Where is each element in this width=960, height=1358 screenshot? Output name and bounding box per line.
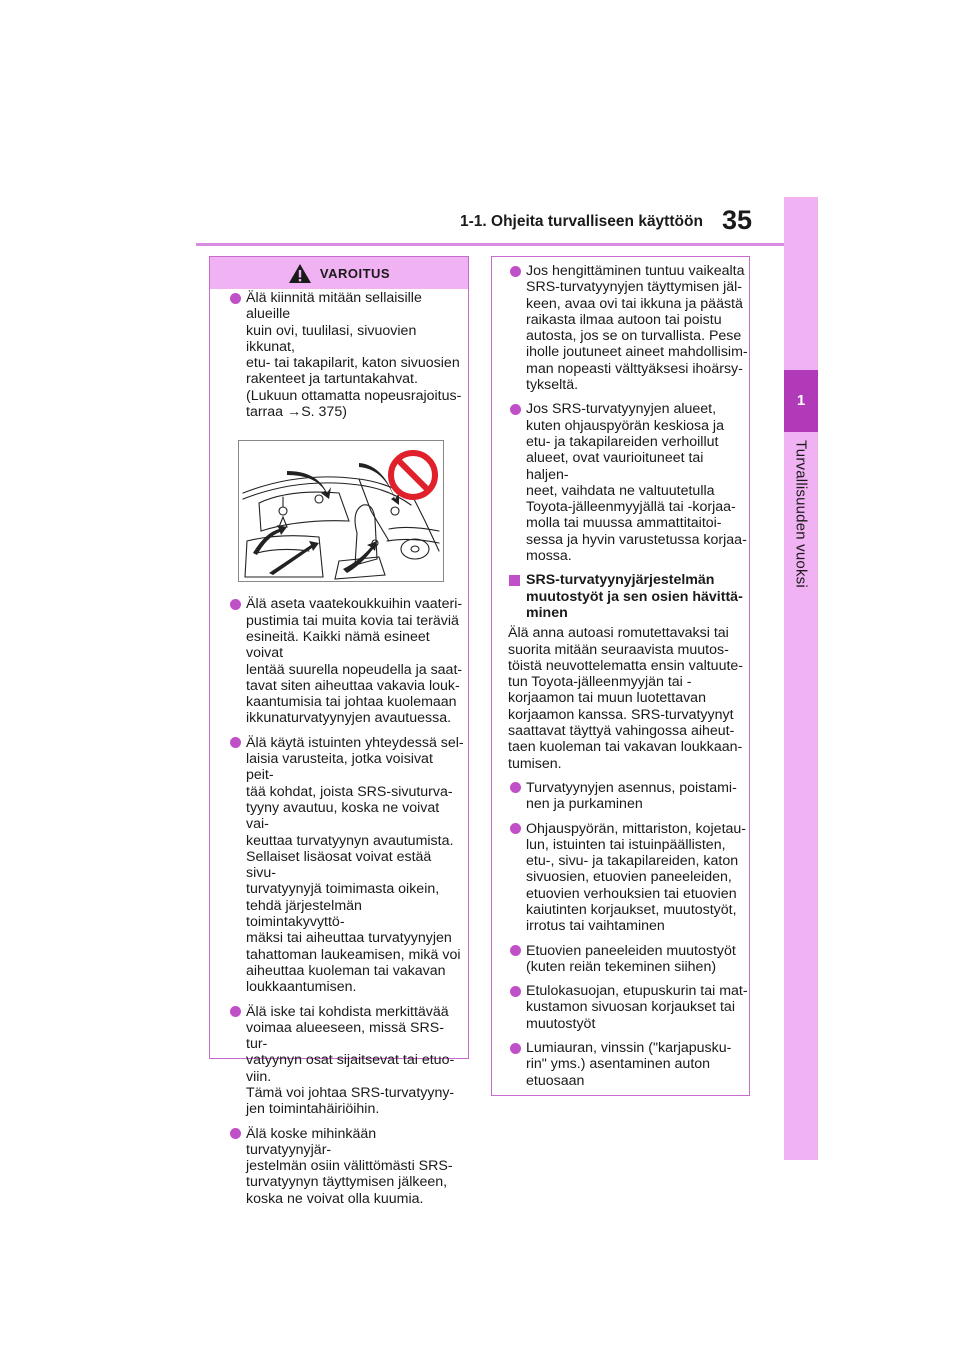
bullet-icon — [230, 293, 241, 304]
warning-list-top — [508, 263, 748, 564]
warning-title: VAROITUS — [319, 265, 391, 281]
list-item-text: Älä käytä istuinten yhteydessä sel- laisia varusteita, jotka voisivat peit- tää kohdat, joista SRS-sivuturva- tyyny avautuu, koska ne voivat vai- keuttaa turvatyynyn avautumista. Sellaiset lisäosat voivat estää sivu- turvatyynyjä toimimasta oikein, tehdä järjestelmän toimintakyvyttö- mäksi tai aiheuttaa turvatyynyjen tahattoman laukeamisen, mikä voi aiheuttaa kuoleman tai vakavan loukkaantumisen. — [246, 734, 464, 996]
list-item — [228, 1004, 464, 1118]
list-item-text: Etuovien paneeleiden muutostyöt (kuten reiän tekeminen siihen) — [526, 942, 736, 975]
list-item — [228, 596, 464, 726]
list-item-text: Jos SRS-turvatyynyjen alueet, kuten ohjauspyörän keskiosa ja etu- ja takapilareiden verhoillut alueet, ovat vaurioituneet tai haljen- neet, vaihdata ne valtuutetulla Toyota-jälleenmyyjällä tai -korjaa- molla tai muussa ammattitaitoi- sessa ja hyvin varustetussa korjaa- mossa. — [526, 401, 747, 565]
list-item-text: Älä koske mihinkään turvatyynyjär- jestelmän osiin välittömästi SRS- turvatyynyn täyttymisen jälkeen, koska ne voivat olla kuumia. — [246, 1125, 453, 1207]
bullet-icon — [230, 737, 241, 748]
list-item — [508, 821, 748, 935]
bullet-icon — [510, 1043, 521, 1054]
bullet-icon — [230, 599, 241, 610]
list-item-text: Lumiauran, vinssin ("karjapusku- rin" yms.) asentaminen auton etuosaan — [526, 1040, 732, 1089]
list-item-text: Ohjauspyörän, mittariston, kojetau- lun, istuinten tai istuinpäällisten, etu-, sivu- ja takapilareiden, katon sivuosien, etuovien paneeleiden, etuovien verhouksien tai etuovien kaiutinten korjaukset, muutostyöt, irrotus tai vaihtaminen — [526, 820, 747, 935]
chapter-side-tab — [784, 197, 818, 1160]
chapter-number: 1 — [796, 392, 806, 409]
list-item-text: Jos hengittäminen tuntuu vaikealta SRS-turvatyynyjen täyttymisen jäl- keen, avaa ovi tai ikkuna ja päästä raikasta ilmaa autoon tai poistu autosta, jos se on turvallista. Pese iholle joutuneet aineet mahdollisim- man nopeasti välttyäksesi ihoärsy- tykseltä. — [526, 263, 748, 394]
list-item-text: Turvatyynyjen asennus, poistami- nen ja purkaminen — [526, 779, 737, 813]
list-item — [508, 780, 748, 813]
bullet-icon — [510, 782, 521, 793]
warning-content — [228, 290, 464, 1215]
bullet-icon — [510, 945, 521, 956]
bullet-icon — [510, 266, 521, 277]
bullet-icon — [510, 823, 521, 834]
page-number: 35 — [722, 205, 753, 235]
bullet-icon — [510, 404, 521, 415]
bullet-icon — [230, 1128, 241, 1139]
list-item — [508, 943, 748, 976]
warning-list-bottom — [508, 780, 748, 1089]
warning-header — [210, 257, 468, 289]
warning-list — [228, 596, 464, 1207]
list-item — [508, 401, 748, 564]
warning-triangle-icon — [288, 263, 312, 284]
bullet-icon — [230, 1006, 241, 1017]
chapter-title-wrap — [784, 440, 818, 640]
list-item-text: Älä aseta vaatekoukkuihin vaateri- pustimia tai muita kovia tai teräviä esineitä. Kaikki nämä esineet voivat lentää suurella nopeudella ja saat- tavat siten aiheuttaa vakavia louk- kaantumisia tai johtaa kuolemaan ikkunaturvatyynyjen avautuessa. — [246, 596, 463, 727]
bullet-icon — [510, 986, 521, 997]
list-item — [228, 290, 464, 420]
square-bullet-icon — [509, 575, 520, 586]
section-title: 1-1. Ohjeita turvalliseen käyttöön — [460, 213, 703, 230]
list-item — [508, 1040, 748, 1089]
list-item — [228, 735, 464, 996]
list-item — [508, 983, 748, 1032]
header-divider — [196, 243, 784, 246]
prohibition-sign-icon — [387, 449, 439, 501]
subheading-text: SRS-turvatyynyjärjestelmän muutostyöt ja sen osien hävittä- minen — [526, 572, 743, 621]
list-item — [228, 1126, 464, 1207]
list-item-text: Älä kiinnitä mitään sellaisille alueille kuin ovi, tuulilasi, sivuovien ikkunat, etu- tai takapilarit, katon sivuosien rakenteet ja tartuntakahvat. (Lukuun ottamatta nopeusrajoitus- tarraa →S. 375) — [246, 290, 462, 421]
list-item-text: Etulokasuojan, etupuskurin tai mat- kustamon sivuosan korjaukset tai muutostyöt — [526, 983, 748, 1032]
chapter-title: Turvallisuuden vuoksi — [792, 440, 810, 588]
warning-content-continued — [508, 263, 748, 1097]
paragraph: Älä anna autoasi romutettavaksi tai suorita mitään seuraavista muutos- töistä neuvottelematta ensin valtuute- tun Toyota-jälleenmyyjän tai - korjaamon tai muun luotettavan korjaamon kanssa. SRS-turvatyynyt saattavat täyttyä vahingossa aiheut- taen kuoleman tai vakavan loukkaan- tumisen. — [508, 625, 744, 772]
list-item — [508, 263, 748, 393]
subheading — [508, 572, 748, 621]
airbag-illustration — [238, 440, 444, 582]
list-item-text: Älä iske tai kohdista merkittävää voimaa alueeseen, missä SRS-tur- vatyynyn osat sijaitsevat tai etuo- viin. Tämä voi johtaa SRS-turvatyyny- jen toimintahäiriöihin. — [246, 1003, 455, 1118]
